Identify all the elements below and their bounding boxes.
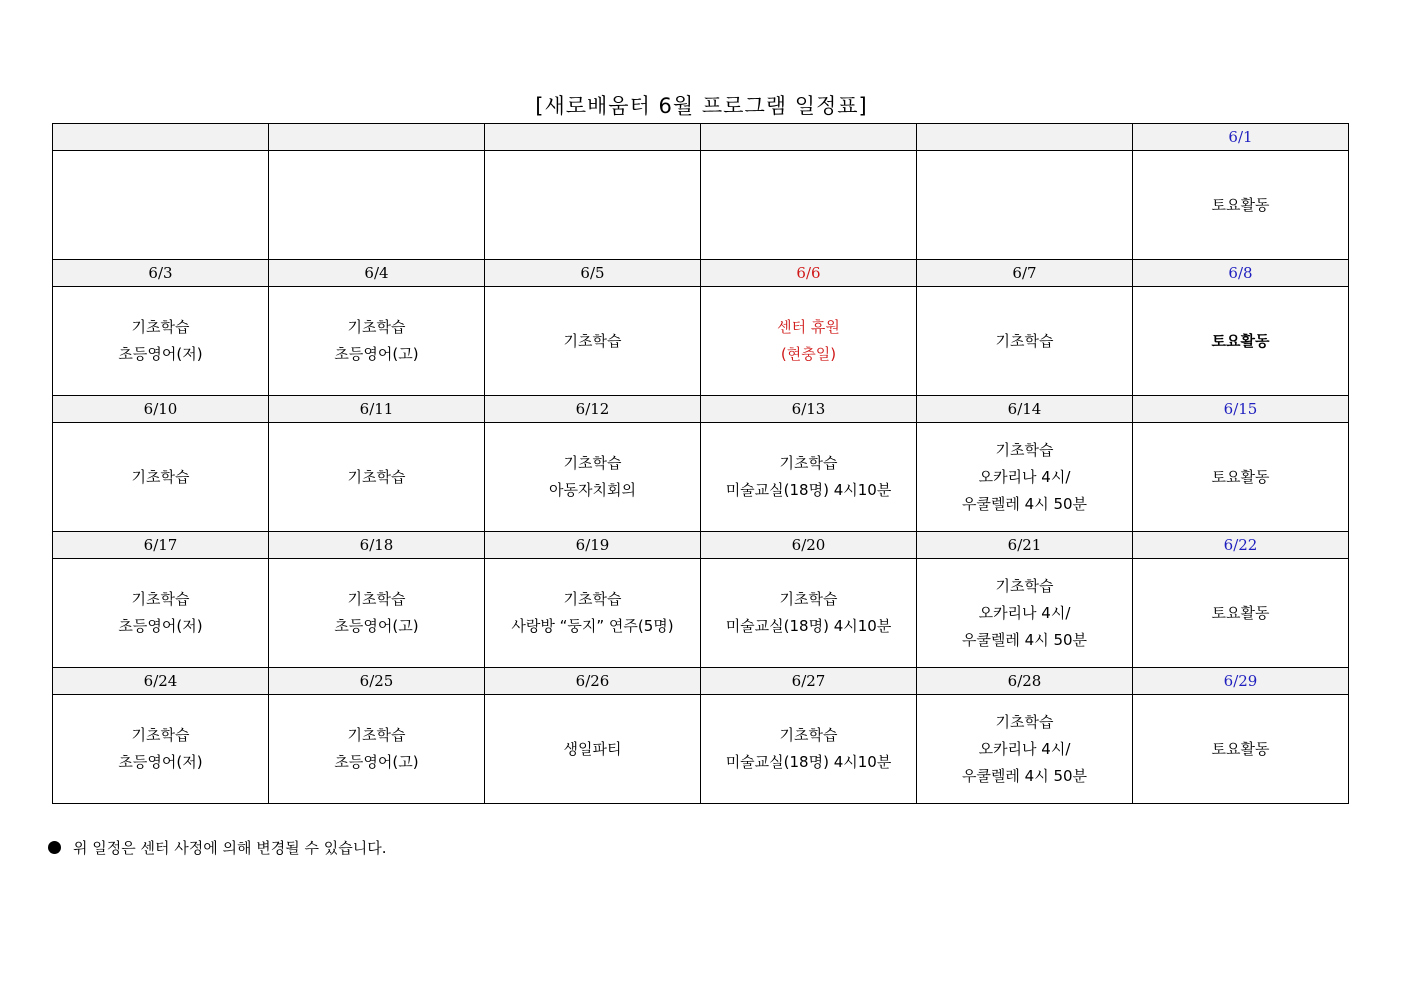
activity-cell: [1133, 423, 1349, 532]
activity-row-week-1: [53, 151, 1349, 260]
activity-text: (현충일): [780, 345, 837, 363]
activity-text: 기초학습: [779, 454, 838, 472]
activity-cell: [269, 559, 485, 668]
date-cell: 6/25: [269, 668, 485, 695]
date-row-week-5: [53, 668, 1349, 695]
date-cell: 6/11: [269, 396, 485, 423]
date-cell-saturday: 6/15: [1133, 396, 1349, 423]
date-row-week-3: [53, 396, 1349, 423]
activity-cell: [269, 695, 485, 804]
date-cell-saturday: 6/29: [1133, 668, 1349, 695]
activity-text: 기초학습: [995, 440, 1054, 459]
date-cell: [53, 124, 269, 151]
date-cell: 6/14: [917, 396, 1133, 423]
activity-cell-holiday: [701, 287, 917, 396]
activity-text: 초등영어(고): [334, 617, 419, 635]
date-cell: 6/5: [485, 260, 701, 287]
activity-cell: [485, 423, 701, 532]
activity-cell: [917, 559, 1133, 668]
activity-text: 우쿨렐레 4시 50분: [961, 766, 1088, 785]
activity-cell: [1133, 695, 1349, 804]
activity-text: 센터 휴원: [777, 318, 840, 336]
activity-text: 기초학습: [347, 590, 406, 608]
activity-cell: [1133, 559, 1349, 668]
activity-text: 기초학습: [995, 331, 1054, 350]
footer-note: [48, 836, 386, 860]
activity-text: 오카리나 4시/: [978, 467, 1071, 486]
activity-text: 기초학습: [131, 467, 190, 486]
date-cell: [269, 124, 485, 151]
date-cell: 6/26: [485, 668, 701, 695]
activity-text: 미술교실(18명) 4시10분: [725, 753, 892, 771]
bullet-icon: [48, 841, 61, 854]
date-cell: 6/20: [701, 532, 917, 559]
activity-cell: [269, 151, 485, 260]
activity-row-week-5: [53, 695, 1349, 804]
activity-cell: [1133, 151, 1349, 260]
date-cell: 6/13: [701, 396, 917, 423]
activity-cell: [485, 695, 701, 804]
date-cell: 6/17: [53, 532, 269, 559]
activity-text: 토요활동: [1211, 739, 1270, 758]
date-cell: 6/3: [53, 260, 269, 287]
activity-text: 초등영어(저): [118, 753, 203, 771]
activity-text: 아동자치회의: [549, 481, 636, 499]
activity-text: 토요활동: [1211, 195, 1270, 214]
activity-text: 기초학습: [131, 590, 190, 608]
date-cell: 6/27: [701, 668, 917, 695]
activity-text: 우쿨렐레 4시 50분: [961, 630, 1088, 649]
activity-cell: [701, 423, 917, 532]
activity-text: 초등영어(저): [118, 345, 203, 363]
date-cell: [917, 124, 1133, 151]
activity-cell: [917, 151, 1133, 260]
activity-text: 토요활동: [1211, 603, 1270, 622]
activity-text: 기초학습: [347, 467, 406, 486]
footer-note-text: 위 일정은 센터 사정에 의해 변경될 수 있습니다.: [73, 839, 387, 857]
activity-row-week-2: [53, 287, 1349, 396]
activity-text: 기초학습: [995, 576, 1054, 595]
activity-text: 초등영어(고): [334, 753, 419, 771]
activity-text: 기초학습: [131, 726, 190, 744]
activity-cell: [53, 287, 269, 396]
activity-text: 기초학습: [563, 454, 622, 472]
activity-cell: [53, 695, 269, 804]
date-row-week-4: [53, 532, 1349, 559]
activity-cell: [1133, 287, 1349, 396]
date-cell: 6/28: [917, 668, 1133, 695]
schedule-table: [52, 123, 1349, 804]
activity-text: 초등영어(저): [118, 617, 203, 635]
activity-cell: [269, 287, 485, 396]
date-cell: 6/4: [269, 260, 485, 287]
activity-row-week-4: [53, 559, 1349, 668]
date-cell: 6/21: [917, 532, 1133, 559]
activity-text: 기초학습: [563, 331, 622, 350]
activity-text: 기초학습: [779, 590, 838, 608]
activity-cell: [917, 287, 1133, 396]
activity-cell: [485, 559, 701, 668]
date-cell: [701, 124, 917, 151]
activity-row-week-3: [53, 423, 1349, 532]
date-cell-saturday: 6/22: [1133, 532, 1349, 559]
date-cell-holiday: 6/6: [701, 260, 917, 287]
date-cell: 6/18: [269, 532, 485, 559]
activity-text: 토요활동: [1211, 331, 1270, 350]
date-cell-saturday: 6/8: [1133, 260, 1349, 287]
activity-cell: [485, 287, 701, 396]
activity-text: 기초학습: [779, 726, 838, 744]
activity-cell: [701, 151, 917, 260]
activity-cell: [701, 559, 917, 668]
activity-cell: [917, 695, 1133, 804]
activity-cell: [53, 423, 269, 532]
activity-cell: [917, 423, 1133, 532]
activity-text: 기초학습: [563, 590, 622, 608]
activity-cell: [485, 151, 701, 260]
activity-text: 우쿨렐레 4시 50분: [961, 494, 1088, 513]
date-row-week-1: [53, 124, 1349, 151]
date-cell-saturday: 6/1: [1133, 124, 1349, 151]
page-title: [새로배움터 6월 프로그램 일정표]: [535, 94, 868, 118]
activity-text: 기초학습: [347, 726, 406, 744]
activity-text: 기초학습: [995, 712, 1054, 731]
activity-text: 생일파티: [563, 739, 622, 758]
date-cell: 6/7: [917, 260, 1133, 287]
date-cell: [485, 124, 701, 151]
activity-text: 기초학습: [131, 318, 190, 336]
activity-text: 미술교실(18명) 4시10분: [725, 617, 892, 635]
activity-cell: [269, 423, 485, 532]
activity-text: 미술교실(18명) 4시10분: [725, 481, 892, 499]
activity-cell: [53, 559, 269, 668]
date-row-week-2: [53, 260, 1349, 287]
activity-text: 토요활동: [1211, 467, 1270, 486]
activity-cell: [53, 151, 269, 260]
date-cell: 6/19: [485, 532, 701, 559]
activity-text: 오카리나 4시/: [978, 739, 1071, 758]
activity-text: 초등영어(고): [334, 345, 419, 363]
activity-text: 사랑방 “둥지” 연주(5명): [511, 617, 674, 635]
date-cell: 6/12: [485, 396, 701, 423]
activity-cell: [701, 695, 917, 804]
date-cell: 6/24: [53, 668, 269, 695]
date-cell: 6/10: [53, 396, 269, 423]
activity-text: 오카리나 4시/: [978, 603, 1071, 622]
activity-text: 기초학습: [347, 318, 406, 336]
